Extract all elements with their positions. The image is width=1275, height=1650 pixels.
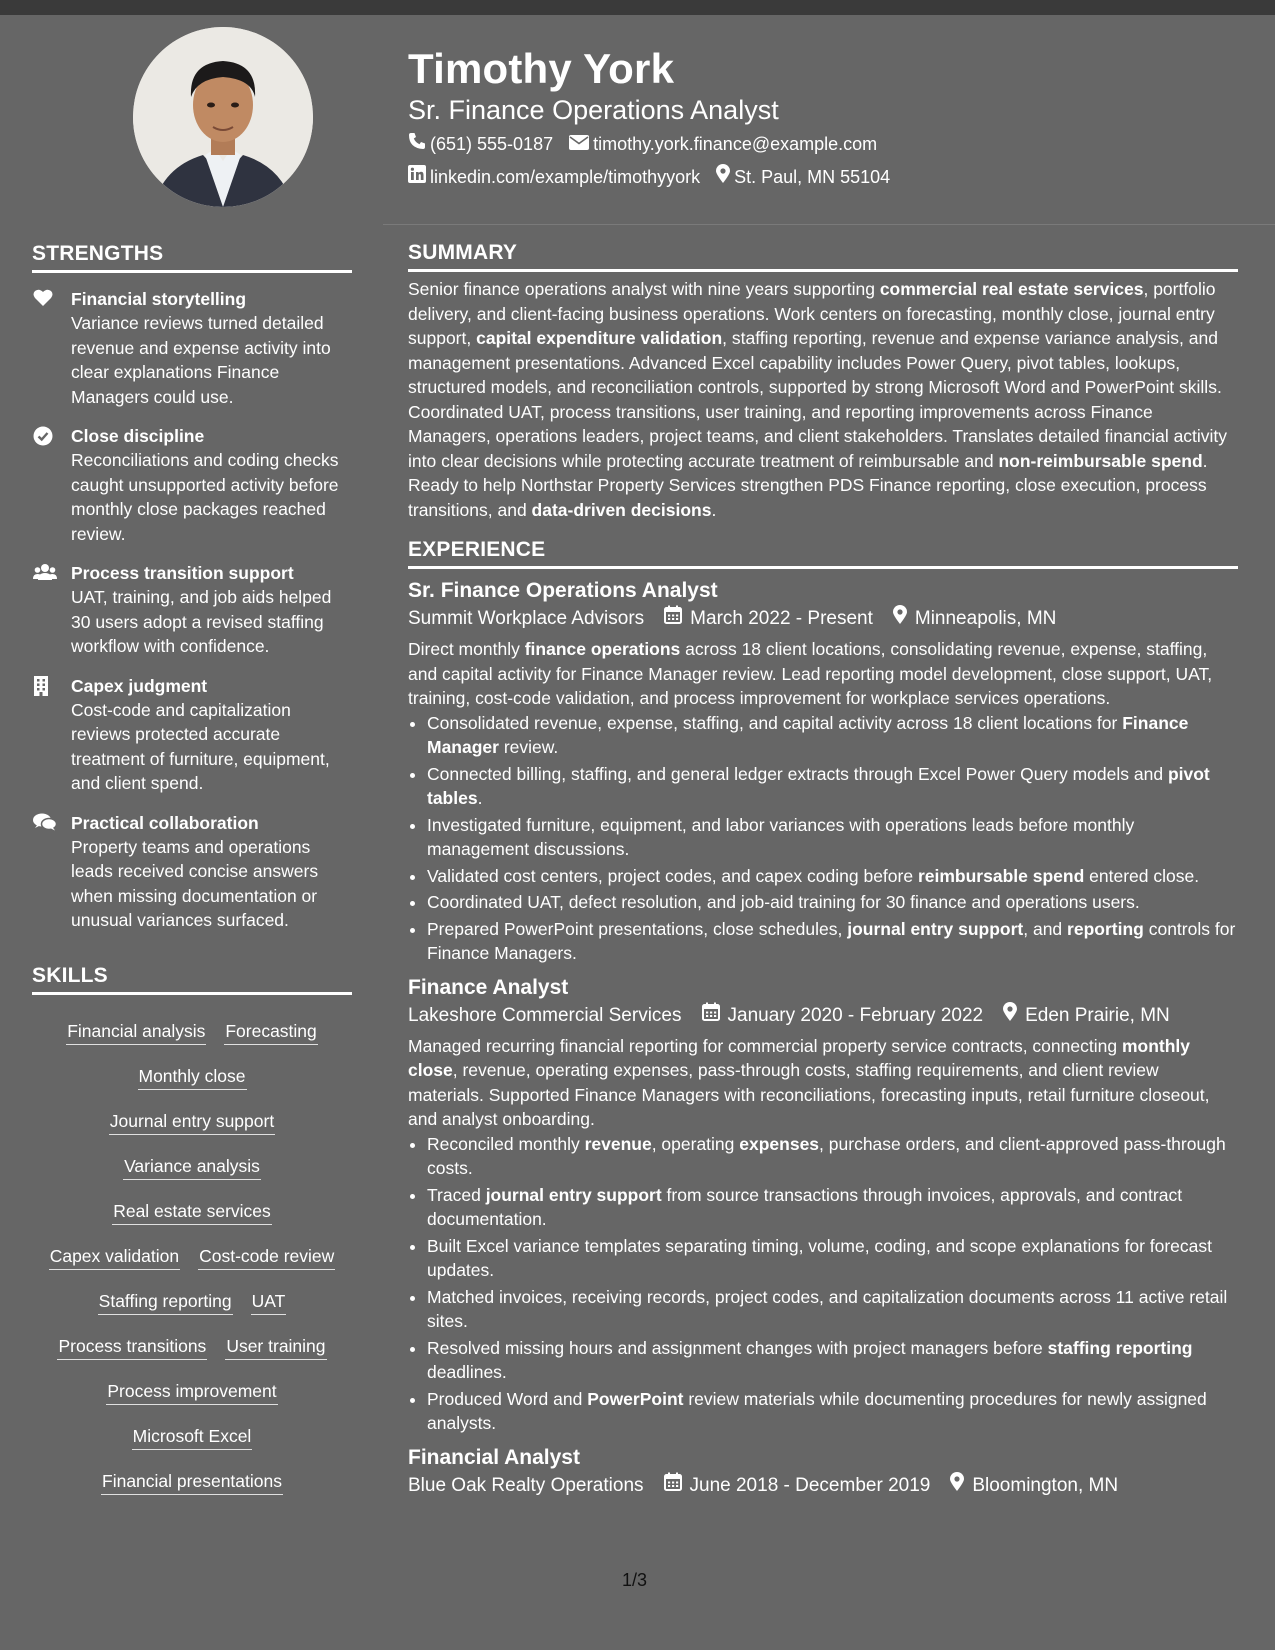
- experience-list: [408, 577, 1238, 1500]
- bullet-item: [427, 864, 1238, 889]
- strengths-heading: STRENGTHS: [32, 242, 352, 273]
- skill-row: [32, 1335, 352, 1380]
- skill-row: [32, 1020, 352, 1065]
- skill-tag: Financial presentations: [101, 1470, 283, 1495]
- job-entry: [408, 577, 1238, 966]
- strength-description: UAT, training, and job aids helped 30 users adopt a revised staffing workflow with confidence.: [71, 587, 332, 656]
- text-run: across 18 client locations, consolidating revenue, expense, staffing, and capital activity for Finance Manager review. Lead reporting model development, close support, UAT, training, cost-code validation, and process improvement for workplace services operations.: [408, 639, 1213, 708]
- bullet-item: [427, 1336, 1238, 1385]
- skill-row: [32, 1110, 352, 1155]
- text-run: review materials while documenting procedures for newly assigned analysts.: [427, 1388, 1207, 1433]
- skill-tag: Microsoft Excel: [132, 1425, 253, 1450]
- bullet-item: [427, 813, 1238, 862]
- job-bullets: [408, 711, 1238, 966]
- bullet-item: [427, 890, 1238, 915]
- bold-text: pivot tables: [427, 763, 1210, 808]
- skill-row: [32, 1470, 352, 1515]
- contact-row: [408, 164, 1238, 189]
- text-run: controls for Finance Managers.: [427, 918, 1236, 963]
- bold-text: monthly close: [408, 1035, 1190, 1080]
- bold-text: journal entry support: [847, 918, 1024, 939]
- text-run: , purchase orders, and client-approved pass-through costs.: [427, 1133, 1226, 1178]
- text-run: .: [711, 499, 717, 520]
- bold-text: commercial real estate services: [879, 279, 1144, 299]
- skills-list: [32, 1020, 352, 1515]
- linkedin-icon: [408, 165, 426, 189]
- bullet-item: [427, 711, 1238, 760]
- page-number: 1/3: [622, 1570, 648, 1590]
- main-content: [408, 241, 1238, 1504]
- job-dates: January 2020 - February 2022: [727, 1004, 984, 1026]
- strength-title: Close discipline: [71, 426, 205, 446]
- bullet-item: [427, 1183, 1238, 1232]
- job-meta: [408, 1472, 1238, 1500]
- skill-tag: Process improvement: [106, 1380, 277, 1405]
- job-title: Sr. Finance Operations Analyst: [408, 579, 718, 602]
- skill-tag: Process transitions: [57, 1335, 207, 1360]
- text-run: , operating: [651, 1133, 740, 1154]
- header-divider: [383, 224, 1275, 225]
- text-run: review.: [498, 737, 559, 757]
- candidate-title: Sr. Finance Operations Analyst: [408, 95, 779, 125]
- bold-text: data-driven decisions: [531, 499, 712, 520]
- skill-tag: Real estate services: [112, 1200, 272, 1225]
- strength-item: [32, 674, 352, 796]
- building-icon: [33, 676, 55, 696]
- job-dates: March 2022 - Present: [690, 608, 873, 629]
- skill-tag: Forecasting: [224, 1020, 317, 1045]
- strength-title: Process transition support: [71, 563, 294, 583]
- text-run: deadlines.: [427, 1362, 507, 1382]
- company-name: Summit Workplace Advisors: [408, 608, 645, 629]
- envelope-icon: [569, 132, 589, 156]
- bold-text: expenses: [739, 1133, 820, 1154]
- job-bullets: [408, 1132, 1238, 1436]
- bold-text: staffing reporting: [1047, 1337, 1193, 1358]
- skill-tag: Financial analysis: [66, 1020, 206, 1045]
- strengths-list: [32, 287, 352, 948]
- skill-tag: Capex validation: [49, 1245, 180, 1270]
- linkedin-url[interactable]: linkedin.com/example/timothyyork: [430, 166, 701, 187]
- text-run: .: [477, 788, 483, 808]
- job-entry: [408, 1444, 1238, 1500]
- strength-description: Property teams and operations leads received concise answers when missing documentation or unusual variances surfaced.: [71, 836, 319, 930]
- map-pin-icon: [1003, 1002, 1017, 1030]
- strength-description: Reconciliations and coding checks caught unsupported activity before monthly close packages reached review.: [71, 450, 339, 544]
- bullet-item: [427, 1132, 1238, 1181]
- calendar-icon: [664, 1472, 682, 1500]
- skills-heading: SKILLS: [32, 964, 352, 995]
- company-name: Lakeshore Commercial Services: [408, 1004, 682, 1026]
- skill-tag: UAT: [251, 1290, 287, 1315]
- calendar-icon: [702, 1002, 720, 1030]
- skill-row: [32, 1200, 352, 1245]
- text-run: Produced Word and: [427, 1388, 588, 1409]
- strength-title: Practical collaboration: [71, 812, 259, 833]
- text-run: Investigated furniture, equipment, and labor variances with operations leads before monthly management discussions.: [427, 814, 1135, 859]
- text-run: , revenue, operating expenses, pass-through costs, staffing requirements, and client review materials. Supported Finance Managers with reconciliations, forecasting inputs, retail furniture closeout, and analyst onboarding.: [408, 1060, 1210, 1129]
- text-run: Direct monthly: [408, 639, 525, 659]
- text-run: Resolved missing hours and assignment changes with project managers before: [427, 1337, 1048, 1358]
- company-name: Blue Oak Realty Operations: [408, 1474, 644, 1496]
- profile-photo: [133, 27, 313, 207]
- strength-title: Financial storytelling: [71, 289, 247, 309]
- skill-tag: User training: [225, 1335, 326, 1360]
- strength-item: [32, 561, 352, 659]
- text-run: Traced: [427, 1184, 486, 1205]
- summary-text: [408, 277, 1238, 522]
- job-entry: [408, 974, 1238, 1436]
- bullet-item: [427, 1285, 1238, 1334]
- text-run: Built Excel variance templates separating timing, volume, coding, and scope explanations for forecast updates.: [427, 1235, 1213, 1280]
- heart-icon: [33, 289, 55, 309]
- skill-tag: Journal entry support: [109, 1110, 275, 1135]
- job-location: Bloomington, MN: [972, 1474, 1119, 1496]
- job-description: [408, 637, 1238, 711]
- text-run: . Ready to help Northstar Property Services strengthen PDS Finance reporting, close execution, process transitions, and: [408, 450, 1208, 520]
- bold-text: PowerPoint: [587, 1388, 684, 1409]
- phone-icon: [408, 132, 426, 156]
- summary-heading: SUMMARY: [408, 241, 1238, 272]
- text-run: entered close.: [1084, 865, 1200, 886]
- text-run: Consolidated revenue, expense, staffing, and capital activity across 18 client locations for: [427, 712, 1123, 733]
- text-run: Managed recurring financial reporting for commercial property service contracts, connecting: [408, 1035, 1122, 1056]
- job-title: Finance Analyst: [408, 975, 569, 999]
- users-icon: [33, 563, 55, 583]
- map-pin-icon: [893, 605, 907, 633]
- map-pin-icon: [950, 1472, 964, 1500]
- contact-row: [408, 132, 1238, 156]
- skill-row: [32, 1380, 352, 1425]
- text-run: from source transactions through invoices, approvals, and contract documentation.: [427, 1184, 1183, 1229]
- bold-text: capital expenditure validation: [476, 328, 723, 348]
- text-run: Senior finance operations analyst with nine years supporting: [408, 279, 880, 299]
- bold-text: reimbursable spend: [917, 865, 1085, 886]
- skill-row: [32, 1155, 352, 1200]
- email-address[interactable]: timothy.york.finance@example.com: [593, 134, 878, 154]
- text-run: Validated cost centers, project codes, and capex coding before: [427, 865, 918, 886]
- location-text: St. Paul, MN 55104: [734, 166, 891, 187]
- check-circle-icon: [33, 426, 55, 446]
- skill-row: [32, 1245, 352, 1290]
- text-run: , and: [1023, 918, 1068, 939]
- job-location: Eden Prairie, MN: [1025, 1004, 1170, 1026]
- text-run: , staffing reporting, revenue and expense variance analysis, and management presentations. Advanced Excel capability includes Power Query, pivot tables, lookups, structured models, and reconciliation controls, supported by strong Microsoft Word and PowerPoint skills. Coordinated UAT, process transitions, user training, and reporting improvements across Finance Managers, operations leaders, project teams, and client stakeholders. Translates detailed financial activity into clear decisions while protecting accurate treatment of reimbursable and: [408, 328, 1228, 471]
- strength-item: [32, 287, 352, 409]
- skill-tag: Monthly close: [138, 1065, 247, 1090]
- email-contact[interactable]: [569, 132, 877, 156]
- job-meta: [408, 1002, 1238, 1030]
- bold-text: Finance Manager: [427, 712, 1189, 757]
- bullet-item: [427, 917, 1238, 966]
- job-description: [408, 1034, 1238, 1132]
- bold-text: non-reimbursable spend: [998, 450, 1203, 471]
- bold-text: journal entry support: [485, 1184, 662, 1205]
- bullet-item: [427, 762, 1238, 811]
- strength-description: Variance reviews turned detailed revenue and expense activity into clear explanations Finance Managers could use.: [71, 313, 331, 407]
- calendar-icon: [664, 605, 682, 633]
- text-run: , portfolio delivery, and client-facing business operations. Work centers on forecasting, monthly close, journal entry support,: [408, 279, 1216, 348]
- strength-description: Cost-code and capitalization reviews protected accurate treatment of furniture, equipment, and client spend.: [71, 699, 330, 793]
- bullet-item: [427, 1387, 1238, 1436]
- top-bar: [0, 0, 1275, 15]
- text-run: Connected billing, staffing, and general ledger extracts through Excel Power Query models and: [427, 763, 1168, 784]
- skill-row: [32, 1065, 352, 1110]
- skill-tag: Cost-code review: [198, 1245, 335, 1270]
- candidate-name: Timothy York: [408, 45, 675, 92]
- header: [408, 42, 1238, 189]
- skill-row: [32, 1425, 352, 1470]
- text-run: Reconciled monthly: [427, 1133, 585, 1154]
- strength-item: [32, 424, 352, 546]
- skill-tag: Variance analysis: [123, 1155, 261, 1180]
- experience-heading: EXPERIENCE: [408, 538, 1238, 569]
- job-title: Financial Analyst: [408, 1445, 580, 1469]
- text-run: Coordinated UAT, defect resolution, and job-aid training for 30 finance and operations users.: [427, 892, 1140, 912]
- bold-text: finance operations: [524, 639, 681, 659]
- profile-photo-image: [133, 27, 313, 207]
- job-location: Minneapolis, MN: [914, 608, 1057, 629]
- bullet-item: [427, 1234, 1238, 1283]
- comments-icon: [33, 813, 55, 833]
- job-meta: [408, 605, 1238, 633]
- strength-item: [32, 811, 352, 933]
- skill-row: [32, 1290, 352, 1335]
- skill-tag: Staffing reporting: [98, 1290, 233, 1315]
- location-contact: [716, 164, 890, 189]
- text-run: Matched invoices, receiving records, project codes, and capitalization documents across 11 active retail sites.: [427, 1286, 1228, 1331]
- strength-title: Capex judgment: [71, 675, 208, 696]
- phone-number: (651) 555-0187: [430, 134, 554, 154]
- linkedin-contact[interactable]: [408, 165, 700, 189]
- phone-contact: [408, 132, 553, 156]
- bold-text: reporting: [1067, 918, 1144, 939]
- map-pin-icon: [716, 164, 730, 189]
- job-dates: June 2018 - December 2019: [689, 1474, 931, 1496]
- bold-text: revenue: [584, 1133, 652, 1154]
- text-run: Prepared PowerPoint presentations, close schedules,: [427, 918, 848, 939]
